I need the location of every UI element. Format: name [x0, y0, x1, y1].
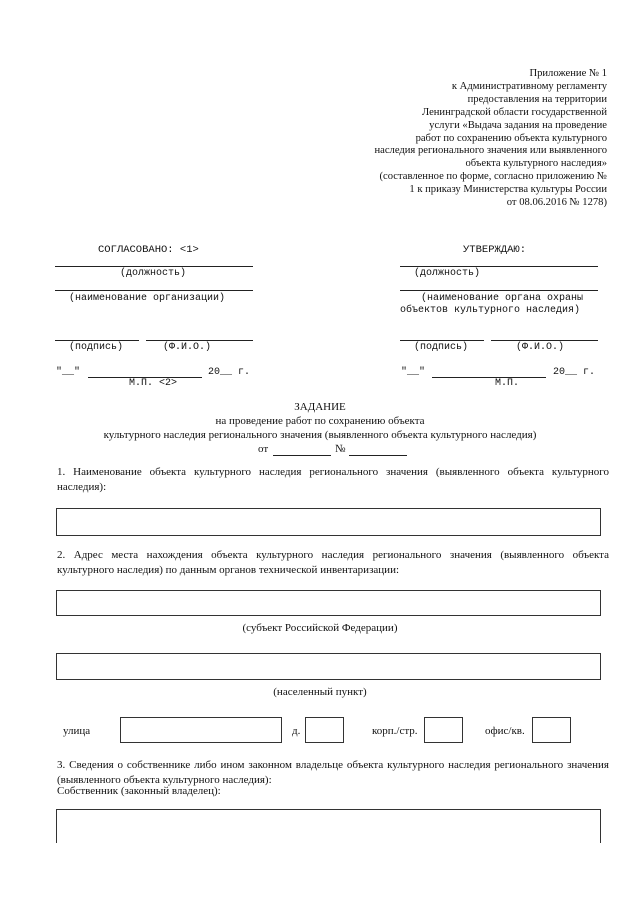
date-day-left: "__"	[56, 367, 81, 378]
fio-line-left	[146, 340, 253, 341]
header-line: к Административному регламенту	[451, 80, 607, 92]
organization-line	[55, 290, 253, 291]
locality-field[interactable]	[56, 653, 601, 680]
header-line: (составленное по форме, согласно приложению №	[379, 171, 607, 183]
position-caption-right: (должность)	[414, 268, 481, 279]
task-subtitle-2: культурного наследия регионального значения (выявленного объекта культурного наследия)	[103, 429, 537, 441]
office-label: офис/кв.	[485, 725, 525, 737]
task-subtitle-1: на проведение работ по сохранению объекта	[215, 415, 425, 427]
stamp-right: М.П.	[495, 378, 520, 389]
house-label: д.	[292, 725, 301, 737]
section-2-text: 2. Адрес места нахождения объекта культурного наследия регионального значения (выявленного объекта культурного наследия) по данным органов технической инвентаризации:	[57, 549, 609, 576]
number-label: №	[335, 443, 346, 455]
signature-line-left	[55, 340, 139, 341]
appendix-header	[307, 68, 607, 210]
stamp-left: М.П. <2>	[129, 378, 178, 389]
date-year-right: 20__ г.	[553, 367, 596, 378]
fio-caption-right: (Ф.И.О.)	[516, 342, 565, 353]
street-field[interactable]	[120, 717, 282, 743]
section-3-text: 3. Сведения о собственнике либо ином законном владельце объекта культурного наследия регионального значения (выявленного объекта культурного наследия):	[57, 759, 609, 786]
owner-field[interactable]	[56, 809, 601, 843]
authority-line	[400, 290, 598, 291]
signature-line-right	[400, 340, 484, 341]
locality-caption: (населенный пункт)	[273, 686, 367, 698]
position-caption-left: (должность)	[120, 268, 187, 279]
header-line: Приложение № 1	[529, 68, 607, 79]
federal-subject-field[interactable]	[56, 590, 601, 616]
header-line: от 08.06.2016 № 1278)	[506, 197, 607, 209]
date-month-line-right	[432, 377, 546, 378]
building-label: корп./стр.	[372, 725, 418, 737]
header-line: работ по сохранению объекта культурного	[415, 132, 607, 144]
header-line: услуги «Выдача задания на проведение	[429, 119, 607, 131]
agreed-title: СОГЛАСОВАНО: <1>	[98, 244, 199, 256]
task-date-field[interactable]	[273, 455, 331, 456]
header-line: Ленинградской области государственной	[421, 106, 607, 118]
owner-label: Собственник (законный владелец):	[57, 785, 221, 797]
position-line-right	[400, 266, 598, 267]
header-line: объекта культурного наследия»	[465, 158, 607, 170]
section-1-text: 1. Наименование объекта культурного наследия регионального значения (выявленного объекта культурного наследия):	[57, 466, 609, 493]
position-line-left	[55, 266, 253, 267]
organization-caption: (наименование организации)	[69, 293, 226, 304]
authority-caption-1: (наименование органа охраны	[421, 293, 584, 304]
header-line: наследия регионального значения или выявленного	[374, 145, 607, 157]
office-field[interactable]	[532, 717, 571, 743]
signature-caption-right: (подпись)	[414, 342, 469, 353]
house-field[interactable]	[305, 717, 344, 743]
fio-line-right	[491, 340, 598, 341]
task-number-field[interactable]	[349, 455, 407, 456]
authority-caption-2: объектов культурного наследия)	[400, 305, 581, 316]
building-field[interactable]	[424, 717, 463, 743]
street-label: улица	[63, 725, 91, 737]
object-name-field[interactable]	[56, 508, 601, 536]
header-line: предоставления на территории	[467, 93, 607, 105]
date-day-right: "__"	[401, 367, 426, 378]
date-year-left: 20__ г.	[208, 367, 251, 378]
header-line: 1 к приказу Министерства культуры России	[409, 184, 607, 196]
federal-subject-caption: (субъект Российской Федерации)	[242, 622, 398, 634]
from-label: от	[258, 443, 269, 455]
fio-caption-left: (Ф.И.О.)	[163, 342, 212, 353]
task-title: ЗАДАНИЕ	[294, 401, 346, 413]
approve-title: УТВЕРЖДАЮ:	[463, 244, 527, 256]
signature-caption-left: (подпись)	[69, 342, 124, 353]
